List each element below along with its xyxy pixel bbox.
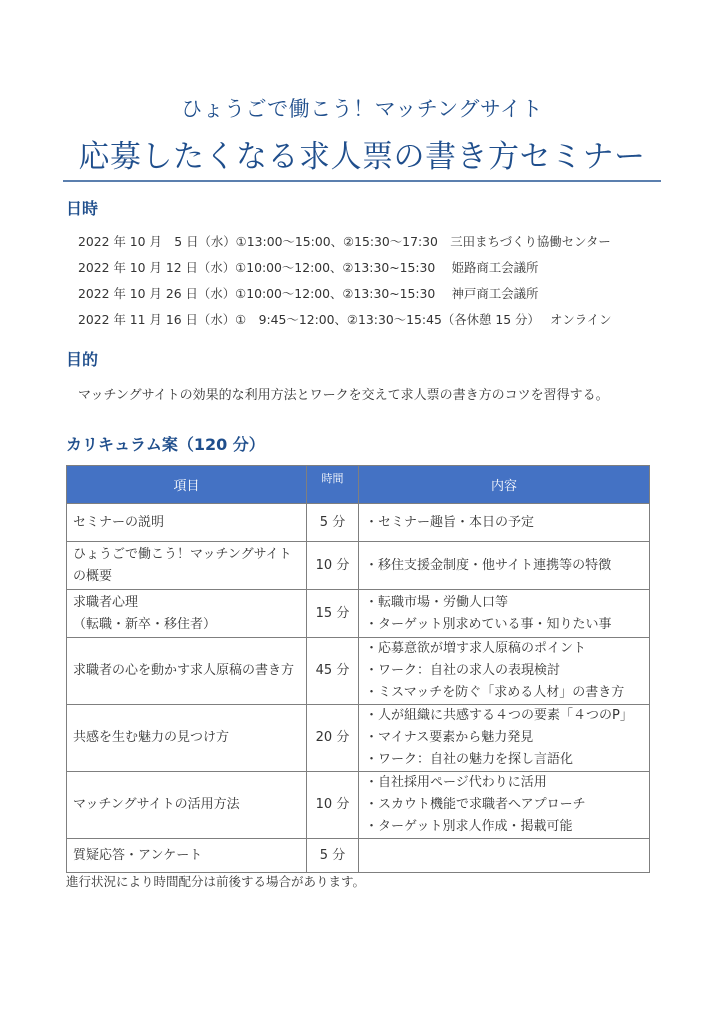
- row-content: [359, 705, 650, 772]
- table-header-row: [67, 466, 650, 504]
- table-row: [67, 638, 650, 705]
- schedule-row: 2022 年 10 月 26 日（水）①10:00～12:00、②13:30~15:30 神戸商工会議所: [78, 286, 539, 301]
- row-content: [359, 772, 650, 839]
- content-item: ・マイナス要素から魅力発見: [365, 730, 534, 745]
- schedule-row: 2022 年 10 月 12 日（水）①10:00～12:00、②13:30~15:30 姫路商工会議所: [78, 260, 539, 275]
- row-topic: マッチングサイトの活用方法: [67, 772, 307, 839]
- row-topic: セミナーの説明: [67, 504, 307, 542]
- column-header-time: 時間: [307, 466, 359, 504]
- curriculum-heading: カリキュラム案（120 分）: [66, 435, 265, 454]
- table-row: [67, 590, 650, 638]
- row-content: [359, 590, 650, 638]
- title-underline: [63, 180, 661, 182]
- table-row: [67, 839, 650, 873]
- table-row: [67, 542, 650, 590]
- row-topic: 質疑応答・アンケート: [67, 839, 307, 873]
- timing-note: 進行状況により時間配分は前後する場合があります。: [66, 874, 366, 889]
- row-time: 5 分: [307, 504, 359, 542]
- row-topic: 共感を生む魅力の見つけ方: [67, 705, 307, 772]
- content-item: ・転職市場・労働人口等: [365, 594, 509, 610]
- content-item: ・移住支援金制度・他サイト連携等の特徴: [365, 557, 612, 573]
- curriculum-table: [66, 465, 650, 873]
- content-item: ・ミスマッチを防ぐ「求める人材」の書き方: [365, 685, 625, 700]
- column-header-content: 内容: [359, 466, 650, 504]
- content-item: ・ワーク：自社の魅力を探し言語化: [365, 752, 574, 767]
- schedule-list: [78, 232, 698, 336]
- content-item: ・ターゲット別求めている事・知りたい事: [365, 616, 612, 632]
- row-topic: 求職者の心を動かす求人原稿の書き方: [67, 638, 307, 705]
- row-time: 5 分: [307, 839, 359, 873]
- row-content: [359, 839, 650, 873]
- purpose-heading: 目的: [66, 350, 99, 369]
- document-subtitle: ひょうごで働こう！マッチングサイト: [181, 97, 543, 121]
- schedule-row: 2022 年 10 月 5 日（水）①13:00～15:00、②15:30～17:30 三田まちづくり協働センター: [78, 234, 611, 249]
- table-row: [67, 504, 650, 542]
- row-time: 45 分: [307, 638, 359, 705]
- row-topic: ひょうごで働こう！マッチングサイトの概要: [67, 542, 307, 590]
- column-header-topic: 項目: [67, 466, 307, 504]
- content-item: ・応募意欲が増す求人原稿のポイント: [365, 641, 587, 656]
- table-row: [67, 705, 650, 772]
- purpose-text: マッチングサイトの効果的な利用方法とワークを交えて求人票の書き方のコツを習得する。: [78, 388, 609, 403]
- table-row: [67, 772, 650, 839]
- row-time: 10 分: [307, 772, 359, 839]
- content-item: ・ワーク：自社の求人の表現検討: [365, 663, 561, 678]
- content-item: ・人が組織に共感する４つの要素「４つのP」: [365, 708, 633, 723]
- content-item: ・スカウト機能で求職者へアプローチ: [365, 797, 586, 812]
- row-content: [359, 542, 650, 590]
- row-content: [359, 638, 650, 705]
- row-time: 20 分: [307, 705, 359, 772]
- row-time: 10 分: [307, 542, 359, 590]
- content-item: ・セミナー趣旨・本日の予定: [365, 514, 535, 530]
- schedule-heading: 日時: [66, 199, 99, 218]
- content-item: ・自社採用ページ代わりに活用: [365, 775, 547, 790]
- schedule-row: 2022 年 11 月 16 日（水）① 9:45～12:00、②13:30～15:45（各休憩 15 分） オンライン: [78, 312, 612, 327]
- row-time: 15 分: [307, 590, 359, 638]
- document-title: 応募したくなる求人票の書き方セミナー: [78, 139, 646, 175]
- row-topic: 求職者心理 （転職・新卒・移住者）: [67, 590, 307, 638]
- content-item: ・ターゲット別求人作成・掲載可能: [365, 819, 573, 834]
- row-content: [359, 504, 650, 542]
